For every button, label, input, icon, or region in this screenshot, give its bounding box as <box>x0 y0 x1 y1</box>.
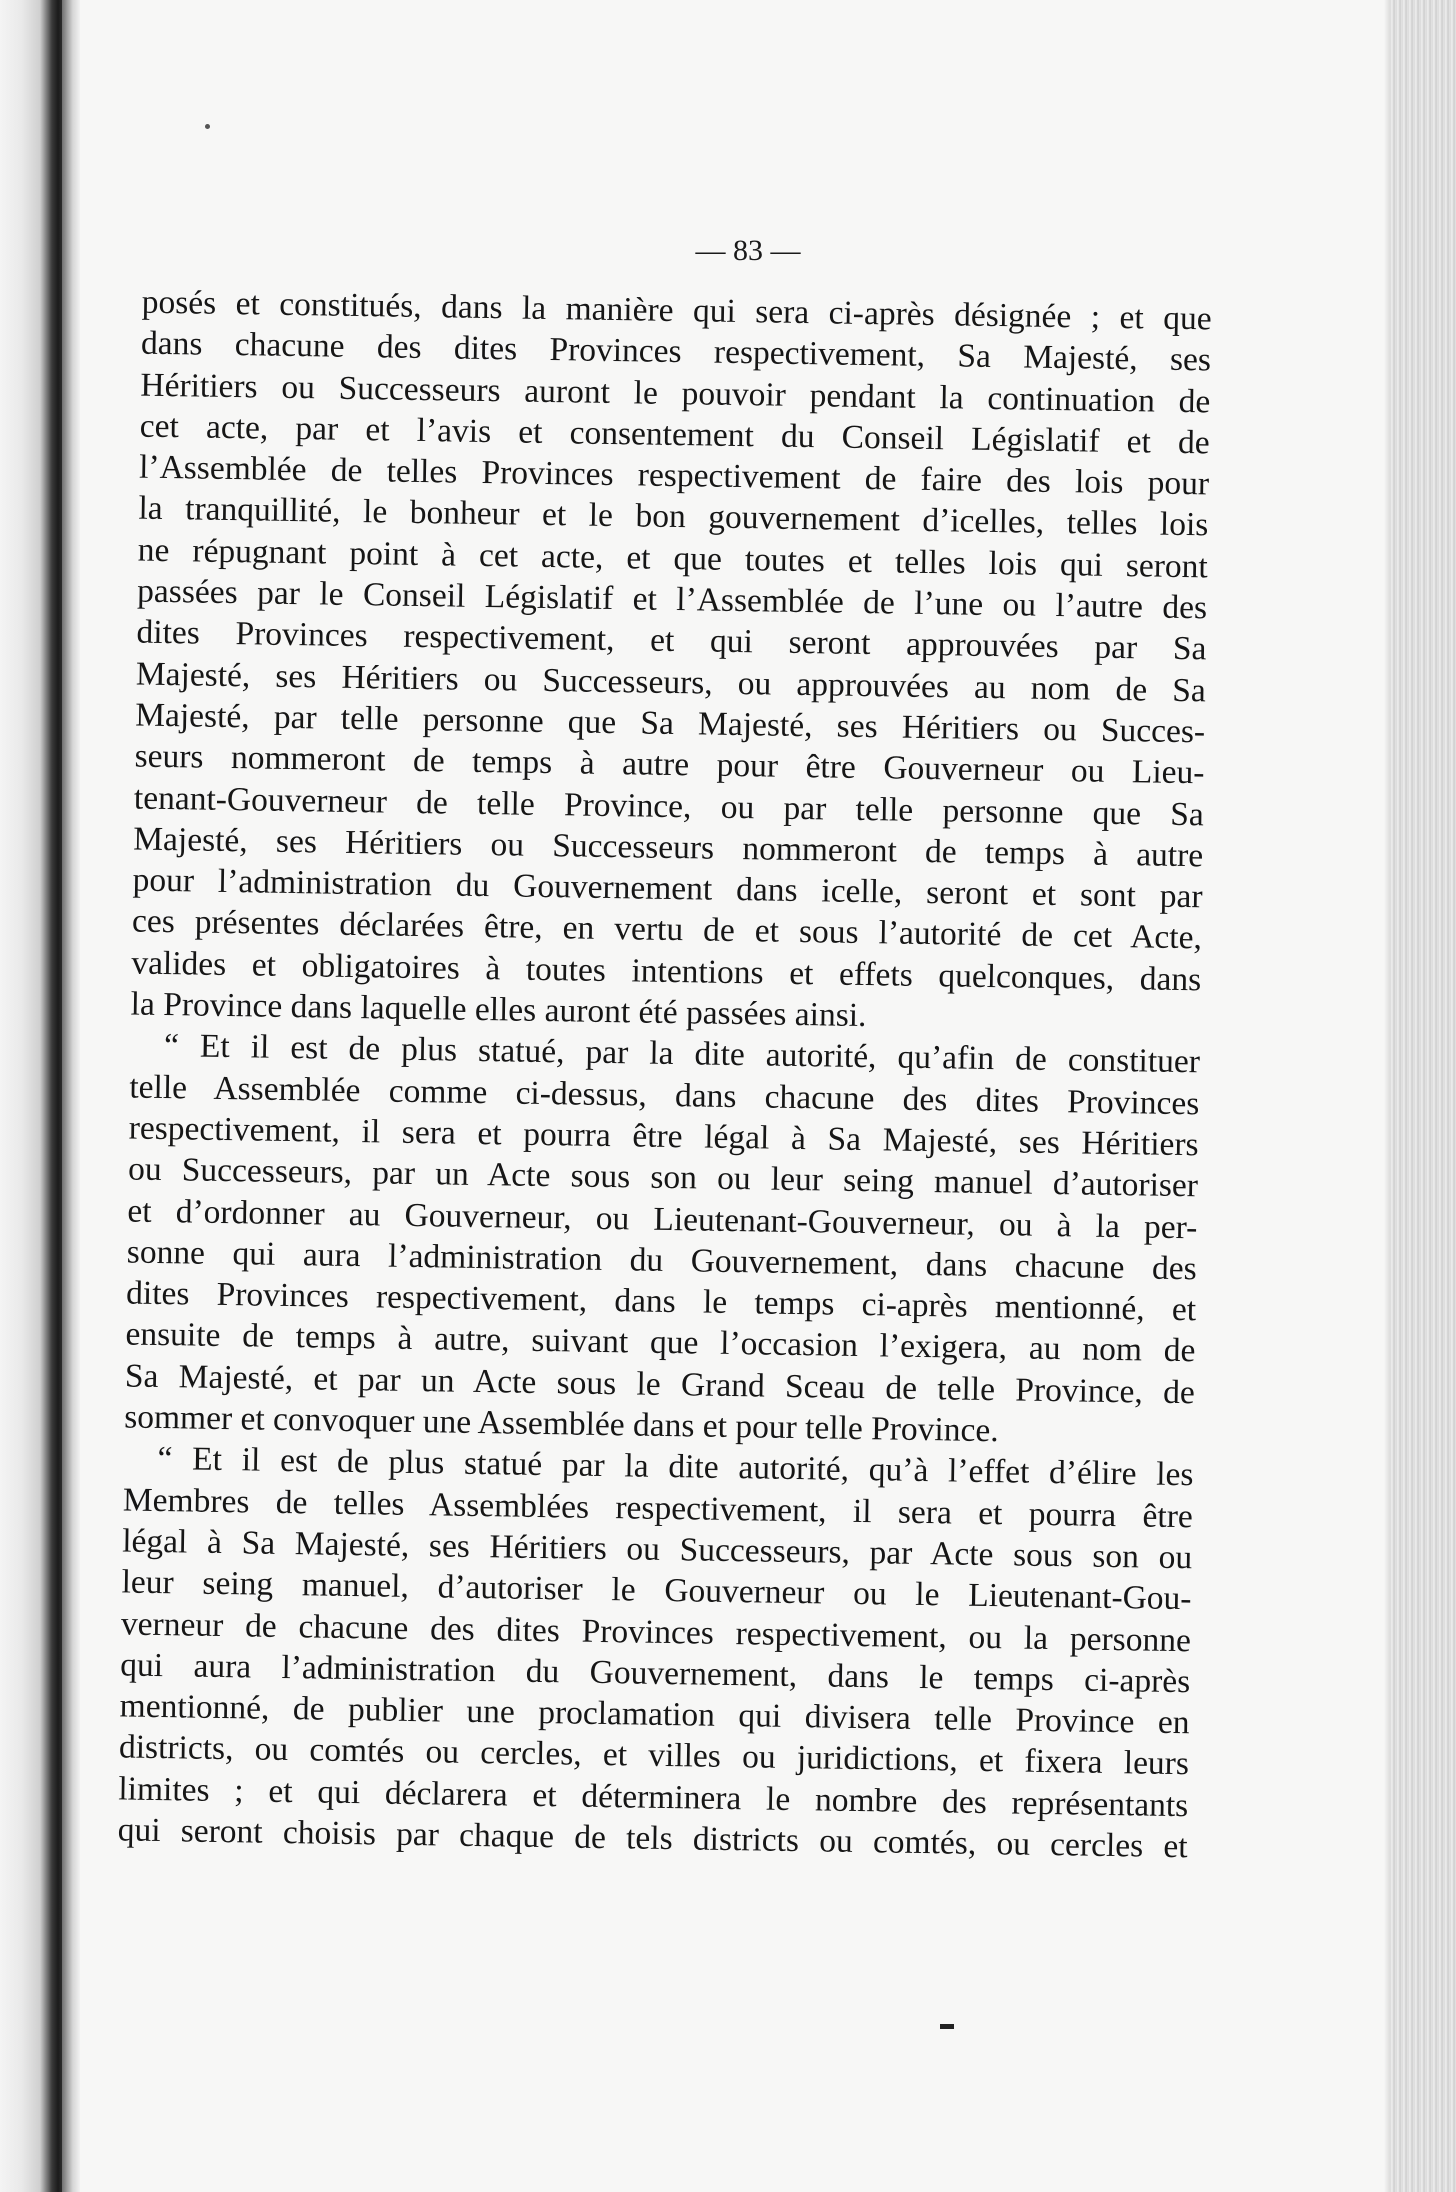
text-line: limites ; et qui déclarera et déterminera le nombre des représentants <box>118 1770 1189 1824</box>
stacked-page-edges <box>1390 0 1456 2192</box>
text-line: la tranquillité, le bonheur et le bon gouvernement d’icelles, telles lois <box>138 490 1209 544</box>
text-line: “ Et il est de plus statué par la dite autorité, qu’à l’effet d’élire les <box>157 1440 1194 1494</box>
text-line: tenant-Gouverneur de telle Province, ou par telle personne que Sa <box>133 779 1205 833</box>
text-line: dans chacune des dites Provinces respectivement, Sa Majesté, ses <box>140 324 1212 379</box>
text-line: l’Assemblée de telles Provinces respectivement de faire des lois pour <box>138 448 1210 503</box>
text-line: Sa Majesté, et par un Acte sous le Grand Sceau de telle Province, de <box>124 1357 1196 1411</box>
page-number: — 83 — <box>695 234 801 267</box>
text-line: légal à Sa Majesté, ses Héritiers ou Successeurs, par Acte sous son ou <box>121 1522 1193 1577</box>
text-line: ces présentes déclarées être, en vertu de et sous l’autorité de cet Acte, <box>131 902 1203 957</box>
text-line: mentionné, de publier une proclamation qui divisera telle Province en <box>119 1687 1190 1742</box>
text-line: Majesté, ses Héritiers ou Successeurs nommeront de temps à autre <box>133 820 1204 875</box>
text-line: seurs nommeront de temps à autre pour être Gouverneur ou Lieu- <box>134 737 1205 792</box>
text-line: Membres de telles Assemblées respectivement, il sera et pourra être <box>122 1481 1194 1535</box>
text-line: la Province dans laquelle elles auront été passées ainsi. <box>130 985 867 1035</box>
text-line: respectivement, il sera et pourra être légal à Sa Majesté, ses Héritiers <box>128 1109 1199 1164</box>
book-binding-edge <box>0 0 62 2192</box>
text-line: qui aura l’administration du Gouvernement, dans le temps ci-après <box>120 1646 1191 1701</box>
text-line: cet acte, par et l’avis et consentement du Conseil Législatif et de <box>139 407 1210 462</box>
text-line: “ Et il est de plus statué, par la dite autorité, qu’afin de constituer <box>163 1027 1201 1081</box>
text-line: ensuite de temps à autre, suivant que l’occasion l’exigera, au nom de <box>125 1315 1196 1370</box>
binding-fold-shadow <box>62 0 80 2192</box>
text-line: sommer et convoquer une Assemblée dans et pour telle Province. <box>123 1398 999 1450</box>
text-line: ne répugnant point à cet acte, et que toutes et telles lois qui seront <box>137 531 1209 586</box>
text-line: dites Provinces respectivement, et qui seront approuvées par Sa <box>136 613 1207 668</box>
dust-speck <box>205 124 210 129</box>
text-line: et d’ordonner au Gouverneur, ou Lieutenant-Gouverneur, ou à la per- <box>127 1192 1198 1246</box>
text-line: districts, ou comtés ou cercles, et villes ou juridictions, et fixera leurs <box>118 1728 1190 1783</box>
text-line: valides et obligatoires à toutes intentions et effets quelconques, dans <box>131 944 1202 999</box>
body-text <box>117 282 1212 1868</box>
text-line: Majesté, par telle personne que Sa Majesté, ses Héritiers ou Succes- <box>134 696 1206 751</box>
text-line: verneur de chacune des dites Provinces respectivement, ou la personne <box>120 1604 1192 1659</box>
text-line: pour l’administration du Gouvernement dans icelle, seront et sont par <box>132 861 1203 916</box>
text-line: sonne qui aura l’administration du Gouvernement, dans chacune des <box>126 1233 1197 1288</box>
text-line: passées par le Conseil Législatif et l’Assemblée de l’une ou l’autre des <box>136 572 1208 627</box>
ink-mark <box>940 2024 954 2029</box>
text-line: posés et constitués, dans la manière qui sera ci-après désignée ; et que <box>141 283 1212 338</box>
text-line: qui seront choisis par chaque de tels districts ou comtés, ou cercles et <box>117 1811 1188 1866</box>
text-line: Majesté, ses Héritiers ou Successeurs, ou approuvées au nom de Sa <box>135 655 1207 710</box>
text-line: ou Successeurs, par un Acte sous son ou leur seing manuel d’autoriser <box>127 1150 1199 1205</box>
text-line: telle Assemblée comme ci-dessus, dans chacune des dites Provinces <box>129 1068 1200 1122</box>
text-line: dites Provinces respectivement, dans le temps ci-après mentionné, et <box>125 1274 1197 1329</box>
text-line: leur seing manuel, d’autoriser le Gouverneur ou le Lieutenant-Gou- <box>121 1563 1192 1618</box>
text-line: Héritiers ou Successeurs auront le pouvoir pendant la continuation de <box>140 366 1211 420</box>
